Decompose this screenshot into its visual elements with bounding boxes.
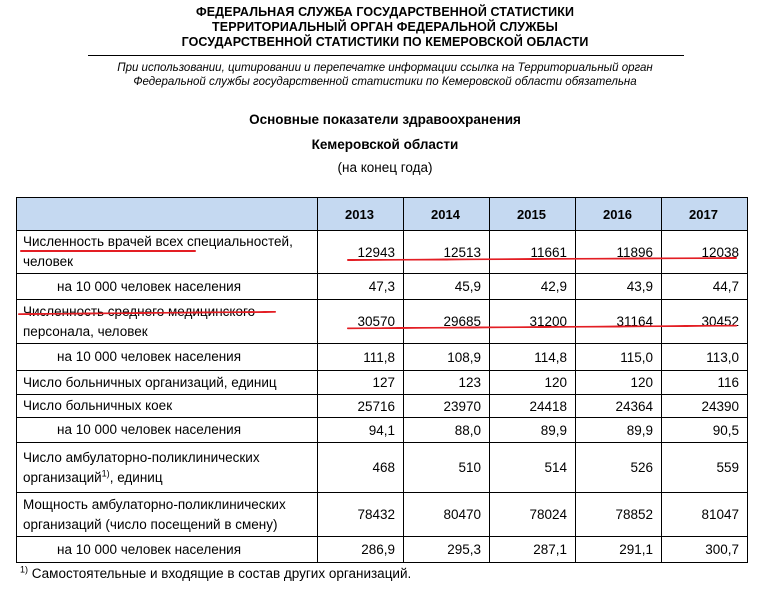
cell-value: 11896 <box>576 231 662 274</box>
cell-value: 116 <box>662 371 748 395</box>
footnote <box>20 566 411 581</box>
row-label: на 10 000 человек населения <box>17 344 318 371</box>
cell-value: 114,8 <box>490 344 576 371</box>
table-row <box>17 493 748 537</box>
cell-value: 24418 <box>490 395 576 418</box>
table-row <box>17 418 748 443</box>
footnote-text: Самостоятельные и входящие в состав других организаций. <box>28 566 412 581</box>
table-title: Основные показатели здравоохранения <box>249 112 521 127</box>
notice-line-1: При использовании, цитировании и перепечатке информации ссылка на Территориальный орган <box>117 62 653 74</box>
cell-value: 123 <box>404 371 490 395</box>
cell-value: 24390 <box>662 395 748 418</box>
table-row <box>17 231 748 274</box>
row-label: Численность среднего медицинского персонала, человек <box>17 300 318 344</box>
header-line-1: ФЕДЕРАЛЬНАЯ СЛУЖБА ГОСУДАРСТВЕННОЙ СТАТИСТИКИ <box>195 5 575 19</box>
citation-notice <box>0 61 770 89</box>
year-header: 2014 <box>404 198 490 231</box>
cell-value: 43,9 <box>576 274 662 300</box>
cell-value: 88,0 <box>404 418 490 443</box>
row-label: Численность врачей всех специальностей, человек <box>17 231 318 274</box>
cell-value: 300,7 <box>662 537 748 563</box>
cell-value: 468 <box>318 443 404 493</box>
cell-value: 287,1 <box>490 537 576 563</box>
row-label <box>17 443 318 493</box>
header-line-2: ТЕРРИТОРИАЛЬНЫЙ ОРГАН ФЕДЕРАЛЬНОЙ СЛУЖБЫ <box>212 20 558 34</box>
cell-value: 25716 <box>318 395 404 418</box>
cell-value: 286,9 <box>318 537 404 563</box>
cell-value: 24364 <box>576 395 662 418</box>
document-header <box>0 5 770 50</box>
cell-value: 80470 <box>404 493 490 537</box>
cell-value: 31164 <box>576 300 662 344</box>
cell-value: 127 <box>318 371 404 395</box>
header-line-3: ГОСУДАРСТВЕННОЙ СТАТИСТИКИ ПО КЕМЕРОВСКОЙ ОБЛАСТИ <box>181 35 589 49</box>
year-header: 2013 <box>318 198 404 231</box>
table-row <box>17 395 748 418</box>
footnote-reference: 1) <box>101 468 110 478</box>
cell-value: 78432 <box>318 493 404 537</box>
row-label: Число больничных организаций, единиц <box>17 371 318 395</box>
red-underline-doctors-label <box>20 250 196 252</box>
cell-value: 510 <box>404 443 490 493</box>
header-empty-cell <box>17 198 318 231</box>
cell-value: 11661 <box>490 231 576 274</box>
cell-value: 108,9 <box>404 344 490 371</box>
cell-value: 115,0 <box>576 344 662 371</box>
cell-value: 120 <box>490 371 576 395</box>
table-row <box>17 344 748 371</box>
row-label-text: Число амбулаторно-поликлинических организаций <box>23 449 260 485</box>
cell-value: 89,9 <box>576 418 662 443</box>
year-header: 2016 <box>576 198 662 231</box>
table-row <box>17 274 748 300</box>
table-subtitle: Кемеровской области <box>311 137 459 152</box>
cell-value: 30570 <box>318 300 404 344</box>
header-divider <box>88 55 684 56</box>
cell-value: 30452 <box>662 300 748 344</box>
table-row <box>17 371 748 395</box>
table-row <box>17 537 748 563</box>
row-label: на 10 000 человек населения <box>17 274 318 300</box>
cell-value: 44,7 <box>662 274 748 300</box>
cell-value: 81047 <box>662 493 748 537</box>
cell-value: 78852 <box>576 493 662 537</box>
cell-value: 295,3 <box>404 537 490 563</box>
row-label: Мощность амбулаторно-поликлинических организаций (число посещений в смену) <box>17 493 318 537</box>
notice-line-2: Федеральной службы государственной статистики по Кемеровской области обязательна <box>133 76 637 88</box>
year-header: 2017 <box>662 198 748 231</box>
cell-value: 120 <box>576 371 662 395</box>
footnote-mark: 1) <box>20 564 29 575</box>
cell-value: 12943 <box>318 231 404 274</box>
cell-value: 12513 <box>404 231 490 274</box>
cell-value: 291,1 <box>576 537 662 563</box>
cell-value: 23970 <box>404 395 490 418</box>
table-header-row <box>17 198 748 231</box>
cell-value: 31200 <box>490 300 576 344</box>
cell-value: 526 <box>576 443 662 493</box>
row-label: на 10 000 человек населения <box>17 537 318 563</box>
row-label-suffix: , единиц <box>109 469 163 485</box>
cell-value: 111,8 <box>318 344 404 371</box>
cell-value: 90,5 <box>662 418 748 443</box>
cell-value: 113,0 <box>662 344 748 371</box>
cell-value: 12038 <box>662 231 748 274</box>
table-period-note: (на конец года) <box>337 160 433 175</box>
cell-value: 514 <box>490 443 576 493</box>
cell-value: 89,9 <box>490 418 576 443</box>
cell-value: 47,3 <box>318 274 404 300</box>
cell-value: 29685 <box>404 300 490 344</box>
cell-value: 78024 <box>490 493 576 537</box>
table-row <box>17 443 748 493</box>
year-header: 2015 <box>490 198 576 231</box>
cell-value: 45,9 <box>404 274 490 300</box>
row-label: Число больничных коек <box>17 395 318 418</box>
row-label: на 10 000 человек населения <box>17 418 318 443</box>
cell-value: 42,9 <box>490 274 576 300</box>
cell-value: 94,1 <box>318 418 404 443</box>
cell-value: 559 <box>662 443 748 493</box>
table-row <box>17 300 748 344</box>
